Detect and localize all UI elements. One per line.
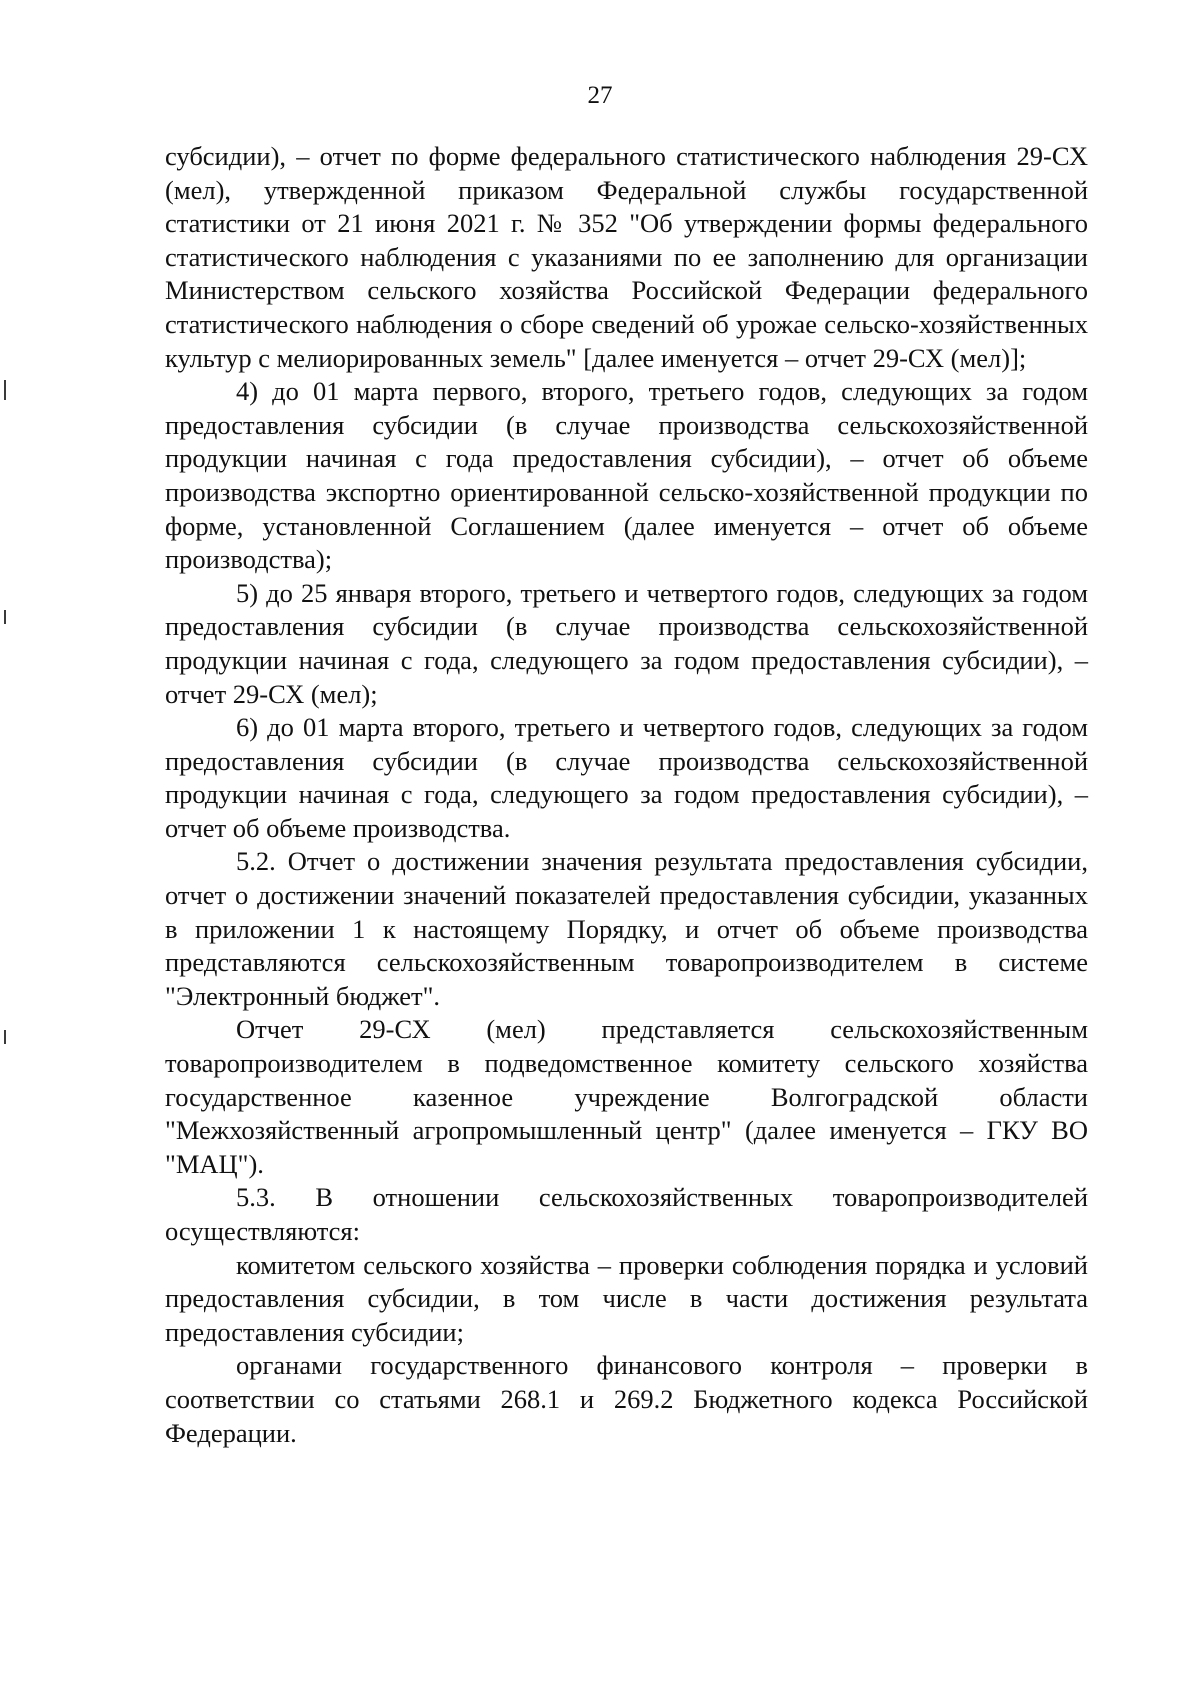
document-body — [165, 140, 1088, 1450]
page-number: 27 — [587, 82, 613, 109]
paragraph-item-4: 4) до 01 марта первого, второго, третьего годов, следующих за годом предоставления субсидии (в случае производства сельскохозяйственной продукции начиная с года предоставления субсидии), – отчет об объеме производства экспортно ориентированной сельско-хозяйственной продукции по форме, установленной Соглашением (далее именуется – отчет об объеме производства); — [165, 376, 1088, 575]
paragraph-item-6: 6) до 01 марта второго, третьего и четвертого годов, следующих за годом предоставления субсидии (в случае производства сельскохозяйственной продукции начиная с года, следующего за годом предоставления субсидии), – отчет об объеме производства. — [165, 712, 1088, 843]
paragraph-item-5: 5) до 25 января второго, третьего и четвертого годов, следующих за годом предоставления субсидии (в случае производства сельскохозяйственной продукции начиная с года, следующего за годом предоставления субсидии), – отчет 29-СХ (мел); — [165, 577, 1088, 709]
paragraph-committee-checks: комитетом сельского хозяйства – проверки соблюдения порядка и условий предоставления субсидии, в том числе в части достижения результата предоставления субсидии; — [165, 1249, 1088, 1347]
paragraph-report-29sx-definition: субсидии), – отчет по форме федерального статистического наблюдения 29-СХ (мел), утвержденной приказом Федеральной службы государственной статистики от 21 июня 2021 г. № 352 "Об утверждении формы федерального статистического наблюдения с указаниями по ее заполнению для организации Министерством сельского хозяйства Российской Федерации федерального статистического наблюдения о сборе сведений об урожае сельско-хозяйственных культур с мелиорированных земель" [далее именуется – отчет 29-СХ (мел)]; — [165, 141, 1088, 373]
scan-edge-mark — [4, 380, 6, 400]
scan-edge-mark — [4, 610, 6, 624]
paragraph-section-5-2: 5.2. Отчет о достижении значения результата предоставления субсидии, отчет о достижении значений показателей предоставления субсидии, указанных в приложении 1 к настоящему Порядку, и отчет об объеме производства представляются сельскохозяйственным товаропроизводителем в системе "Электронный бюджет". — [165, 846, 1088, 1011]
paragraph-report-29sx-submission: Отчет 29-СХ (мел) представляется сельскохозяйственным товаропроизводителем в подведомственное комитету сельского хозяйства государственное казенное учреждение Волгоградской области "Межхозяйственный агропромышленный центр" (далее именуется – ГКУ ВО "МАЦ"). — [165, 1014, 1088, 1179]
paragraph-financial-control-checks: органами государственного финансового контроля – проверки в соответствии со статьями 268.1 и 269.2 Бюджетного кодекса Российской Федерации. — [165, 1350, 1088, 1448]
paragraph-section-5-3: 5.3. В отношении сельскохозяйственных товаропроизводителей осуществляются: — [165, 1182, 1088, 1246]
scan-edge-mark — [4, 1030, 6, 1044]
